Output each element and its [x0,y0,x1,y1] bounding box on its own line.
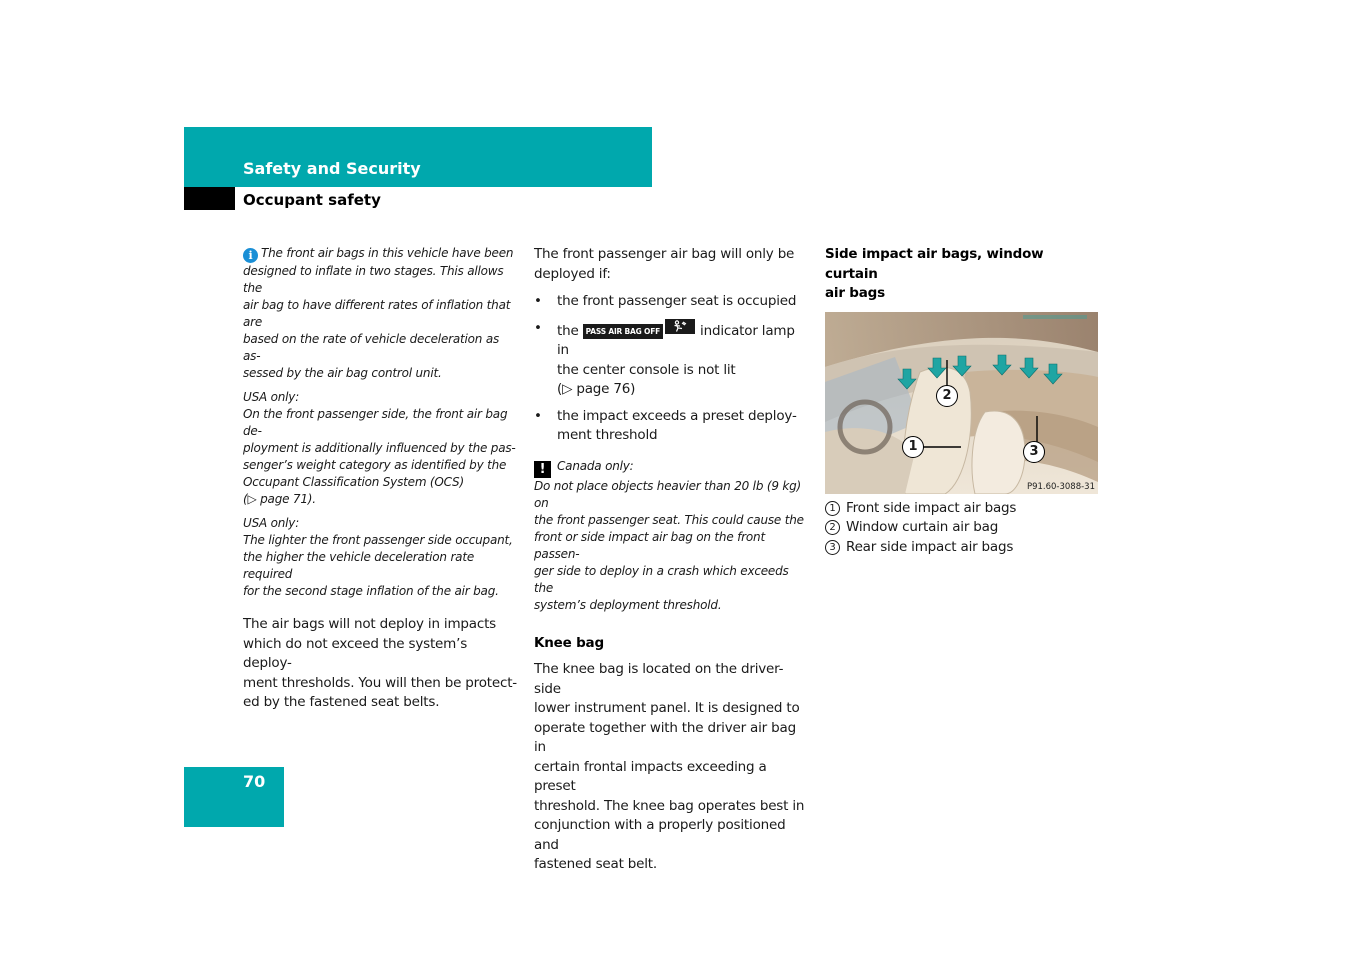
body-text: the center console is not lit [557,361,736,378]
body-text: lower instrument panel. It is designed to [534,700,800,716]
note-text: system’s deployment threshold. [534,597,722,612]
note-text: the front passenger seat. This could cause the [534,512,804,527]
page-number-box [184,767,284,827]
page-reference[interactable]: (▷ page 76) [557,381,636,397]
callout-marker: 3 [1023,441,1045,463]
note-text: for the second stage inflation of the air bag. [243,584,499,598]
figure-caption: P91.60-3088-31 [1026,481,1095,492]
note-text: designed to inflate in two stages. This allows the [243,264,504,295]
note-text: senger’s weight category as identified by the [243,458,507,472]
legend-number: 3 [825,540,840,555]
note-text: USA only: [243,390,300,404]
note-text: air bag to have different rates of inflation that are [243,298,511,329]
body-text: which do not exceed the system’s deploy- [243,635,468,671]
note-text: front or side impact air bag on the front passen- [534,529,765,561]
body-text: certain frontal impacts exceeding a preset [534,758,767,794]
legend-text: Front side impact air bags [846,499,1017,516]
figure-legend [825,499,1100,558]
column-middle [534,245,809,875]
note-text: based on the rate of vehicle deceleration as as- [243,332,500,363]
info-icon: i [243,248,258,263]
legend-number: 1 [825,501,840,516]
body-text: The front passenger air bag will only be [534,246,795,262]
callout-marker: 2 [936,385,958,407]
column-right [825,245,1100,557]
note-text: The lighter the front passenger side occupant, [243,533,513,547]
body-text: • the impact exceeds a preset deploy- [557,407,797,424]
info-note [243,245,518,382]
header-band [184,127,652,187]
section-title: Safety and Security [243,159,421,178]
intro-paragraph [534,245,809,284]
vehicle-interior-illustration [825,312,1098,494]
note-text: USA only: [243,516,300,530]
body-text: The knee bag is located on the driver-side [534,661,784,697]
deployment-conditions-list [534,292,809,446]
interior-drawing [825,312,1098,494]
body-paragraph [243,615,518,713]
warning-icon: ! [534,461,551,478]
body-text: ment threshold [557,427,658,443]
body-text: operate together with the driver air bag in [534,719,796,755]
note-text: On the front passenger side, the front air bag de- [243,407,508,438]
page-number: 70 [243,772,266,791]
legend-text: Rear side impact air bags [846,538,1014,555]
knee-bag-paragraph [534,660,809,875]
seat-occupant-icon [665,319,695,334]
note-text: Occupant Classification System (OCS) [243,475,464,489]
body-text: ed by the fastened seat belts. [243,694,440,710]
usa-note-ocs [243,389,518,508]
body-text: threshold. The knee bag operates best in [534,797,805,814]
page-reference[interactable]: (▷ page 71). [243,492,316,506]
callout-marker: 1 [902,436,924,458]
note-text: ger side to deploy in a crash which exceeds the [534,563,789,595]
note-text: Do not place objects heavier than 20 lb (9 kg) on [534,478,802,510]
body-text: the front passenger seat is occupied [557,293,797,309]
heading-text: air bags [825,285,885,301]
pass-air-bag-off-lamp: PASS AIR BAG OFF [583,324,663,339]
body-text: fastened seat belt. [534,856,657,872]
list-item [534,319,809,400]
body-text: the [557,322,579,339]
note-text: sessed by the air bag control unit. [243,366,442,380]
legend-item [825,518,1100,538]
note-text: the higher the vehicle deceleration rate required [243,550,475,581]
list-item [534,292,809,312]
section-tab-marker [184,187,235,210]
legend-item [825,538,1100,558]
note-text: Canada only: [557,458,634,473]
note-text: The front air bags in this vehicle have been [261,246,514,260]
body-text: The air bags will not deploy in impacts [243,616,497,632]
note-text: ployment is additionally influenced by the pas- [243,441,516,455]
body-text: indicator lamp in [557,322,795,358]
side-air-bags-heading [825,245,1100,304]
body-text: deployed if: [534,265,611,282]
legend-item [825,499,1100,519]
subsection-title: Occupant safety [243,191,381,209]
list-item [534,407,809,446]
canada-warning [534,458,809,614]
heading-text: Side impact air bags, window curtain [825,246,1044,282]
legend-number: 2 [825,520,840,535]
knee-bag-heading: Knee bag [534,634,604,651]
legend-text: Window curtain air bag [846,519,999,535]
body-text: conjunction with a properly positioned and [534,817,786,853]
body-text: ment thresholds. You will then be protect- [243,674,517,691]
usa-note-deceleration [243,515,518,600]
column-left [243,245,518,713]
